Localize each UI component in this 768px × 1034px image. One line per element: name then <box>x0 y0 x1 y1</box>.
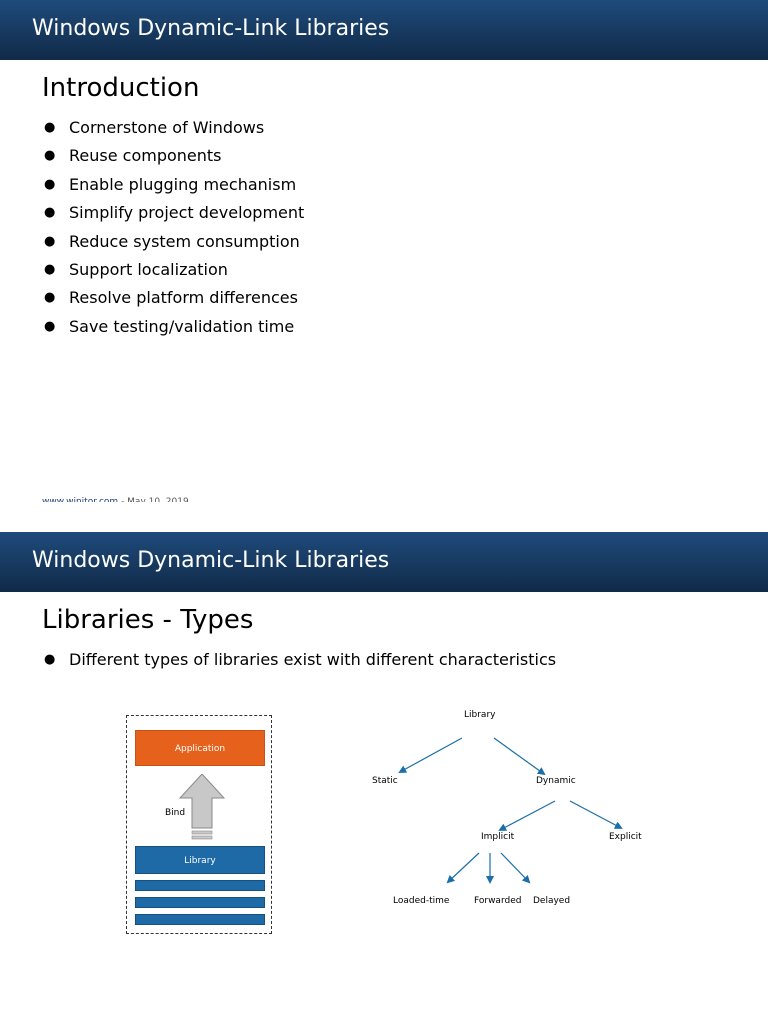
edge-implicit-loaded <box>448 853 479 882</box>
bullet-dot-icon: ● <box>44 233 56 249</box>
edge-library-static <box>400 738 462 772</box>
bind-up-arrow-icon <box>178 774 226 842</box>
library-block: Library <box>135 846 265 874</box>
bullet-dot-icon: ● <box>44 120 56 135</box>
slide-title: Introduction <box>42 73 200 103</box>
node-forwarded: Forwarded <box>474 896 522 906</box>
bullet-dot-icon: ● <box>44 148 56 164</box>
slide-library-types: Windows Dynamic-Link Libraries Libraries - Types ● Different types of libraries exist with different characteristics Application Bind Library Library Static Dynamic Implicit Explicit Loaded-time Forwarded Delayed <box>0 532 768 1034</box>
header-title: Windows Dynamic-Link Libraries <box>32 16 390 41</box>
application-block: Application <box>135 730 265 766</box>
edge-library-dynamic <box>494 738 544 774</box>
slide-introduction: Windows Dynamic-Link Libraries Introduction ● Cornerstone of Windows ● Reuse components ● Enable plugging mechanism ● Simplify project development ● Reduce system consumption ● Support localization ● Resolve platform differences ● Save testing/validation time <box>0 0 768 502</box>
slide-title: Libraries - Types <box>42 605 254 635</box>
edge-dynamic-implicit <box>500 801 555 830</box>
node-dynamic: Dynamic <box>536 776 576 786</box>
node-implicit: Implicit <box>481 832 515 842</box>
bullet-dot-icon: ● <box>44 261 56 277</box>
bullet-dot-icon: ● <box>44 652 56 667</box>
edge-dynamic-explicit <box>570 801 621 828</box>
slide-header <box>0 0 768 60</box>
bullet-dot-icon: ● <box>44 205 56 221</box>
binding-stack-diagram <box>126 715 272 934</box>
bind-label: Bind <box>165 808 186 818</box>
library-layer-bar <box>135 914 265 925</box>
bullet-dot-icon: ● <box>44 318 56 334</box>
node-loaded-time: Loaded-time <box>393 896 450 906</box>
library-layer-bar <box>135 897 265 908</box>
header-title: Windows Dynamic-Link Libraries <box>32 548 390 573</box>
slide-separator <box>0 502 768 532</box>
bullet-dot-icon: ● <box>44 176 56 192</box>
edge-implicit-delayed <box>501 853 529 882</box>
node-static: Static <box>372 776 398 786</box>
node-delayed: Delayed <box>533 896 571 906</box>
library-layer-bar <box>135 880 265 891</box>
slide-header <box>0 532 768 592</box>
bullet-dot-icon: ● <box>44 290 56 306</box>
node-explicit: Explicit <box>609 832 642 842</box>
node-library: Library <box>464 710 496 720</box>
